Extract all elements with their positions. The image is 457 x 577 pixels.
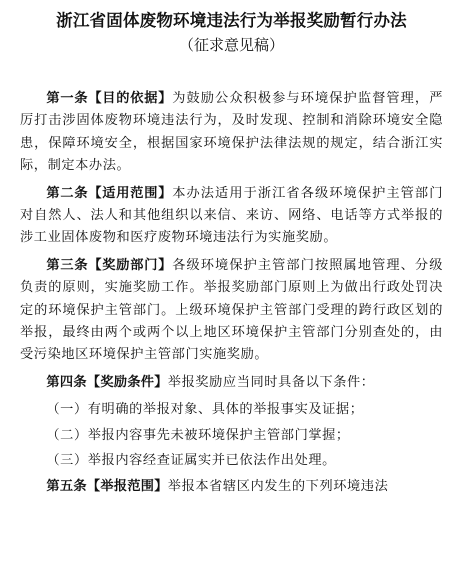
- article-2-text: 本办法适用于浙江省各级环境保护主管部门对自然人、法人和其他组织以来信、来访、网络、电话等方式举报的涉工业固体废物和医疗废物环境违法行为实施奖励。: [20, 185, 443, 246]
- condition-item-3-text: （三）举报内容经查证属实并已依法作出处理。: [46, 453, 336, 469]
- article-2-heading: 第二条【适用范围】: [46, 185, 173, 201]
- article-4-text: 举报奖励应当同时具备以下条件：: [167, 374, 375, 390]
- article-1: [20, 88, 443, 178]
- article-5-heading: 第五条【举报范围】: [46, 478, 168, 494]
- article-3-heading: 第三条【奖励部门】: [46, 257, 173, 273]
- article-3: [20, 255, 443, 367]
- document-title: 浙江省固体废物环境违法行为举报奖励暂行办法: [56, 11, 407, 30]
- condition-item-1-text: （一）有明确的举报对象、具体的举报事实及证据；: [46, 402, 364, 418]
- document-body: [20, 88, 443, 498]
- article-1-heading: 第一条【目的依据】: [46, 91, 173, 106]
- article-4-heading: 第四条【奖励条件】: [46, 374, 168, 390]
- document-subtitle: （征求意见稿）: [178, 36, 284, 54]
- article-4: [20, 372, 443, 394]
- article-3-text: 各级环境保护主管部门按照属地管理、分级负责的原则，实施奖励工作。举报奖励部门原则上为做出行政处罚决定的环境保护主管部门。上级环境保护主管部门受理的跨行政区划的举报，最终由两个或两个以上地区环境保护主管部门分别查处的，由受污染地区环境保护主管部门实施奖励。: [20, 257, 443, 363]
- article-5: [20, 476, 443, 498]
- condition-item-2: [20, 425, 443, 447]
- condition-item-3: [20, 450, 443, 472]
- article-2: [20, 183, 443, 250]
- condition-item-1: [20, 399, 443, 421]
- article-1-text: 为鼓励公众积极参与环境保护监督管理，严厉打击涉固体废物环境违法行为，及时发现、控制和消除环境安全隐患，保障环境安全，根据国家环境保护法律法规的规定，结合浙江实际，制定本办法。: [20, 91, 443, 174]
- condition-item-2-text: （二）举报内容事先未被环境保护主管部门掌握；: [46, 427, 350, 443]
- article-5-text: 举报本省辖区内发生的下列环境违法: [167, 478, 389, 494]
